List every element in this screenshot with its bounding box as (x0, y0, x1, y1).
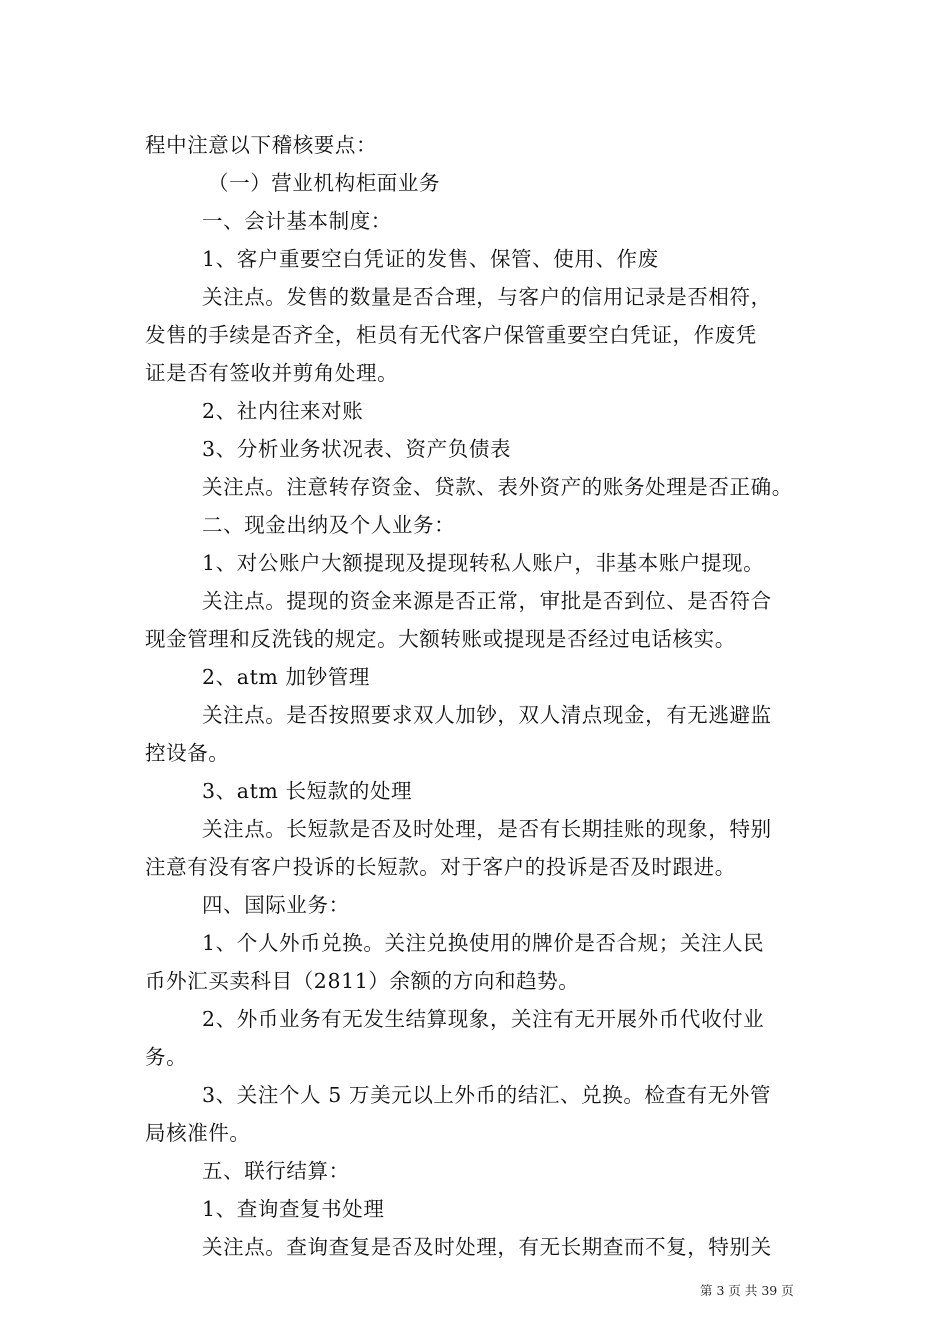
text-line: 关注点。提现的资金来源是否正常，审批是否到位、是否符合 (202, 589, 772, 613)
text-line: 关注点。长短款是否及时处理，是否有长期挂账的现象，特别 (202, 817, 772, 841)
text-line: 3、分析业务状况表、资产负债表 (202, 437, 512, 461)
text-line: 局核准件。 (145, 1121, 251, 1145)
text-line: 2、社内往来对账 (202, 399, 364, 423)
text-line: 注意有没有客户投诉的长短款。对于客户的投诉是否及时跟进。 (145, 855, 736, 879)
text-line: 控设备。 (145, 741, 230, 765)
text-line: 2、外币业务有无发生结算现象，关注有无开展外币代收付业 (202, 1007, 765, 1031)
section-heading: 四、国际业务： (202, 893, 350, 917)
text-line: 1、客户重要空白凭证的发售、保管、使用、作废 (202, 247, 659, 271)
text-line: 证是否有签收并剪角处理。 (145, 361, 399, 385)
text-line: 程中注意以下稽核要点： (145, 133, 378, 157)
text-line: 发售的手续是否齐全，柜员有无代客户保管重要空白凭证，作废凭 (145, 323, 757, 347)
text-line: 关注点。查询查复是否及时处理，有无长期查而不复，特别关 (202, 1235, 772, 1259)
section-heading: 二、现金出纳及个人业务： (202, 513, 456, 537)
page-number-footer: 第 3 页 共 39 页 (700, 1283, 794, 1298)
text-line: 关注点。是否按照要求双人加钞，双人清点现金，有无逃避监 (202, 703, 772, 727)
text-line: 3、关注个人 5 万美元以上外币的结汇、兑换。检查有无外管 (202, 1083, 772, 1107)
text-line: 1、对公账户大额提现及提现转私人账户，非基本账户提现。 (202, 551, 765, 575)
text-line: 关注点。注意转存资金、贷款、表外资产的账务处理是否正确。 (202, 475, 793, 499)
section-heading: （一）营业机构柜面业务 (208, 171, 441, 195)
section-heading: 一、会计基本制度： (202, 209, 392, 233)
text-line: 1、个人外币兑换。关注兑换使用的牌价是否合规；关注人民 (202, 931, 765, 955)
text-line: 币外汇买卖科目（2811）余额的方向和趋势。 (145, 969, 580, 993)
section-heading: 五、联行结算： (202, 1159, 350, 1183)
text-line: 务。 (145, 1045, 188, 1069)
text-line: 2、atm 加钞管理 (202, 665, 370, 689)
text-line: 现金管理和反洗钱的规定。大额转账或提现是否经过电话核实。 (145, 627, 736, 651)
text-line: 1、查询查复书处理 (202, 1197, 385, 1221)
text-line: 关注点。发售的数量是否合理，与客户的信用记录是否相符， (202, 285, 772, 309)
text-line: 3、atm 长短款的处理 (202, 779, 413, 803)
